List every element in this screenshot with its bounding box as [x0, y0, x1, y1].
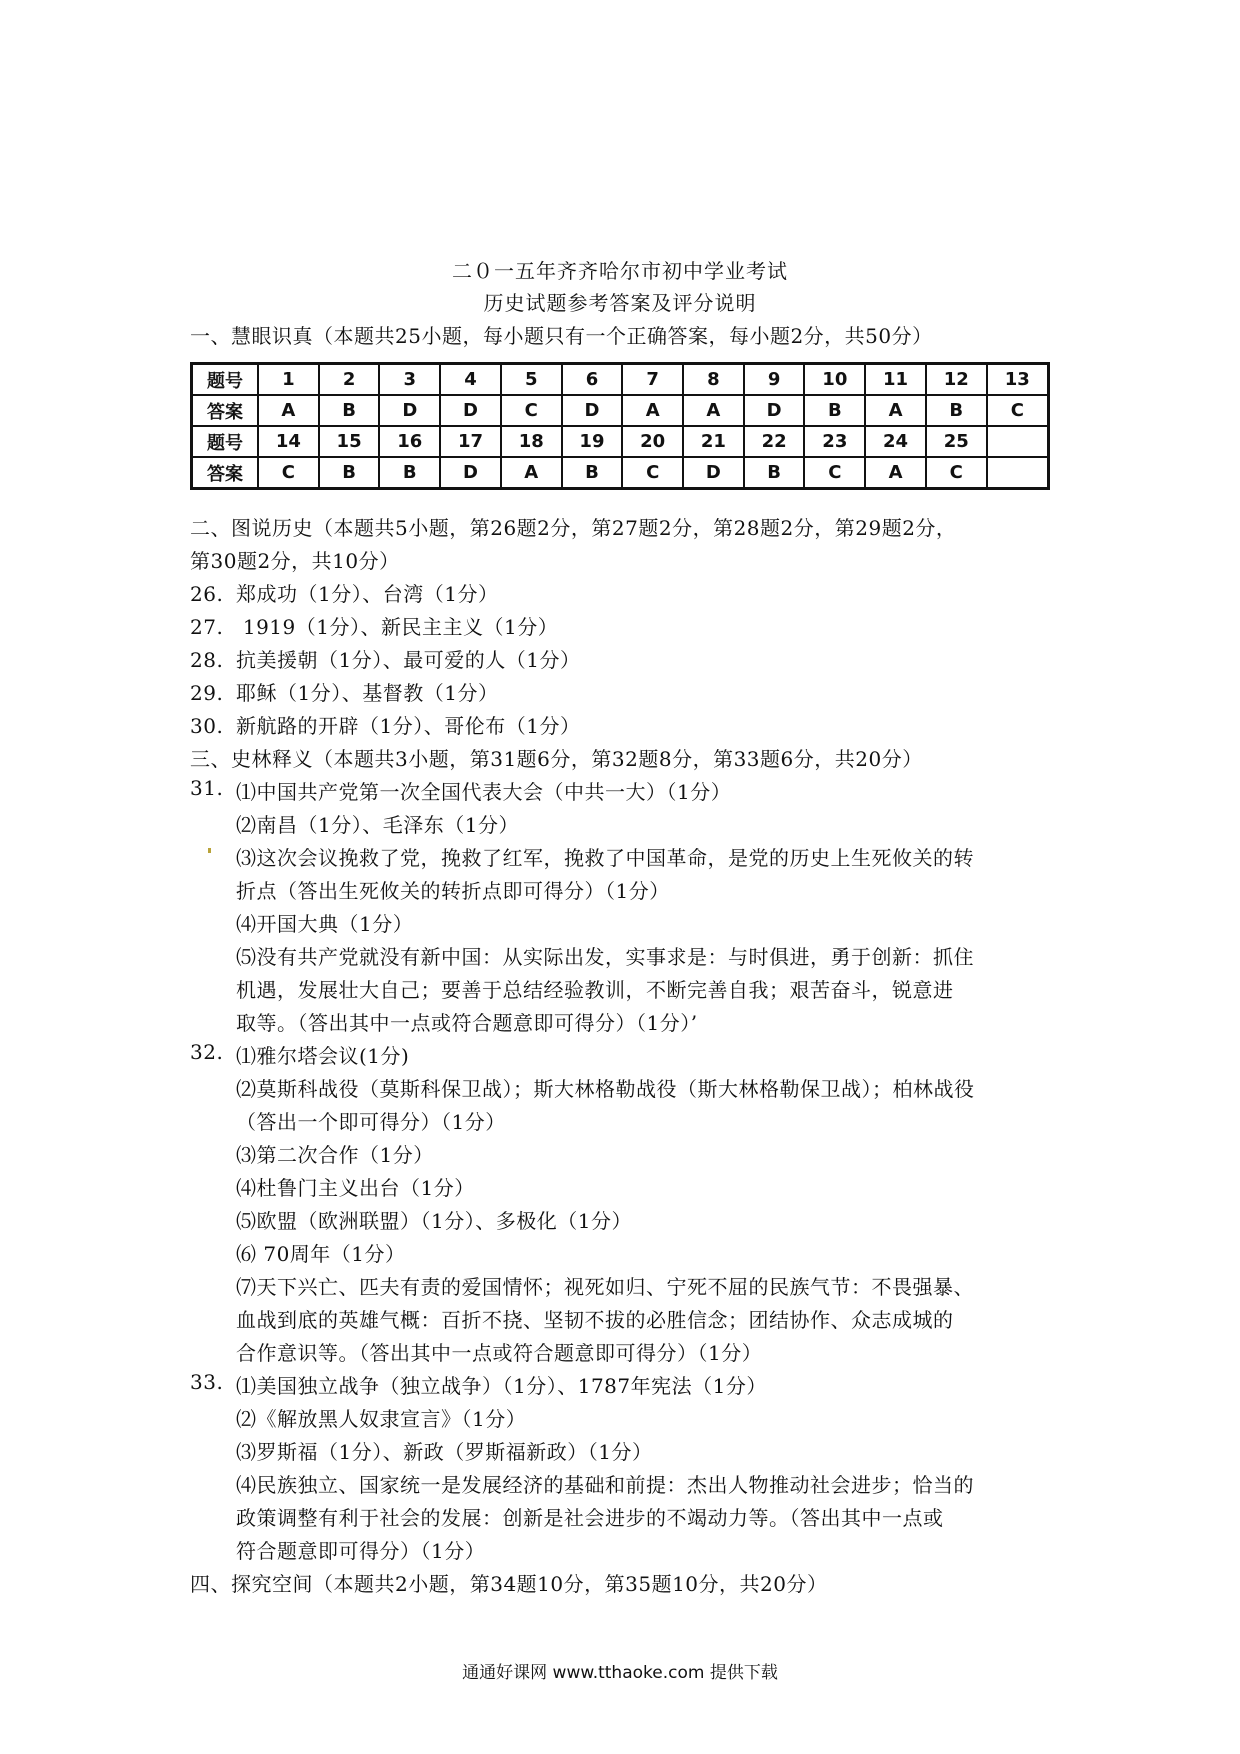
table-cell	[987, 426, 1049, 457]
table-cell: 25	[926, 426, 987, 457]
answer-line: ⑷民族独立、国家统一是发展经济的基础和前提：杰出人物推动社会进步；恰当的	[236, 1473, 974, 1497]
table-cell: 20	[622, 426, 683, 457]
table-cell: D	[562, 395, 623, 426]
table-cell: A	[865, 457, 926, 489]
answer-line: ⑺天下兴亡、匹夫有责的爱国情怀；视死如归、宁死不屈的民族气节：不畏强暴、	[236, 1275, 974, 1299]
answer-line: ⑴美国独立战争（独立战争）（1分）、1787年宪法（1分）	[236, 1374, 767, 1398]
table-cell: 19	[562, 426, 623, 457]
table-cell: 22	[744, 426, 805, 457]
answer-line: 机遇，发展壮大自己；要善于总结经验教训，不断完善自我；艰苦奋斗，锐意进	[236, 978, 954, 1002]
table-cell: A	[622, 395, 683, 426]
table-cell: 16	[379, 426, 440, 457]
table-cell: 15	[319, 426, 380, 457]
table-cell: 13	[987, 364, 1049, 396]
table-cell: 10	[804, 364, 865, 396]
footer-credit: 通通好课网 www.tthaoke.com 提供下载	[462, 1663, 778, 1683]
table-cell: C	[622, 457, 683, 489]
table-cell: B	[319, 395, 380, 426]
table-cell: 4	[440, 364, 501, 396]
answer-line: ⑵莫斯科战役（莫斯科保卫战）；斯大林格勒战役（斯大林格勒保卫战）；柏林战役	[236, 1077, 975, 1101]
answer-line: ⑸没有共产党就没有新中国：从实际出发，实事求是：与时俱进，勇于创新：抓住	[236, 945, 974, 969]
table-cell: B	[562, 457, 623, 489]
list-item: 29. 耶稣（1分）、基督教（1分）	[190, 681, 499, 705]
table-cell: A	[501, 457, 562, 489]
section1-heading: 一、慧眼识真（本题共25小题，每小题只有一个正确答案，每小题2分，共50分）	[190, 324, 933, 348]
table-cell: B	[319, 457, 380, 489]
table-cell: 11	[865, 364, 926, 396]
answer-line: 取等。（答出其中一点或符合题意即可得分）（1分）’	[236, 1011, 698, 1035]
row-label-answer: 答案	[192, 395, 259, 426]
table-cell: 14	[258, 426, 319, 457]
table-cell: 18	[501, 426, 562, 457]
table-cell: C	[501, 395, 562, 426]
table-cell: 12	[926, 364, 987, 396]
stray-mark	[208, 848, 211, 853]
answer-line: ⑵《解放黑人奴隶宣言》（1分）	[236, 1407, 527, 1431]
table-cell: 24	[865, 426, 926, 457]
table-cell	[987, 457, 1049, 489]
answer-line: 合作意识等。（答出其中一点或符合题意即可得分）（1分）	[236, 1341, 763, 1365]
answer-line: 折点（答出生死攸关的转折点即可得分）（1分）	[236, 879, 670, 903]
answer-line: （答出一个即可得分）（1分）	[236, 1110, 506, 1134]
list-item: 30. 新航路的开辟（1分）、哥伦布（1分）	[190, 714, 581, 738]
question-number: 32.	[190, 1040, 224, 1064]
answer-line: 符合题意即可得分）（1分）	[236, 1539, 486, 1563]
table-cell: C	[987, 395, 1049, 426]
answer-line: ⑴雅尔塔会议(1分)	[236, 1044, 410, 1068]
table-cell: C	[804, 457, 865, 489]
table-cell: D	[744, 395, 805, 426]
table-cell: B	[744, 457, 805, 489]
table-cell: B	[379, 457, 440, 489]
row-label-question: 题号	[192, 364, 259, 396]
table-row	[192, 457, 1049, 489]
table-cell: D	[440, 457, 501, 489]
section2-heading-cont: 第30题2分，共10分）	[190, 549, 400, 573]
table-cell: 7	[622, 364, 683, 396]
answer-line: 血战到底的英雄气概：百折不挠、坚韧不拔的必胜信念；团结协作、众志成城的	[236, 1308, 954, 1332]
question-number: 31.	[190, 776, 224, 800]
question-number: 33.	[190, 1370, 224, 1394]
table-cell: 5	[501, 364, 562, 396]
answer-line: ⑷开国大典（1分）	[236, 912, 414, 936]
table-cell: A	[258, 395, 319, 426]
list-item: 27. 1919（1分）、新民主主义（1分）	[190, 615, 559, 639]
table-cell: 6	[562, 364, 623, 396]
answer-line: ⑸欧盟（欧洲联盟）（1分）、多极化（1分）	[236, 1209, 632, 1233]
answer-line: ⑴中国共产党第一次全国代表大会（中共一大）（1分）	[236, 780, 732, 804]
table-cell: B	[804, 395, 865, 426]
table-cell: 21	[683, 426, 744, 457]
answer-line: ⑶罗斯福（1分）、新政（罗斯福新政）（1分）	[236, 1440, 653, 1464]
table-row	[192, 426, 1049, 457]
doc-subtitle: 历史试题参考答案及评分说明	[483, 291, 757, 315]
table-cell: B	[926, 395, 987, 426]
list-item: 28. 抗美援朝（1分）、最可爱的人（1分）	[190, 648, 581, 672]
answer-line: 政策调整有利于社会的发展：创新是社会进步的不竭动力等。（答出其中一点或	[236, 1506, 944, 1530]
table-cell: A	[865, 395, 926, 426]
section4-heading: 四、探究空间（本题共2小题，第34题10分，第35题10分，共20分）	[190, 1572, 828, 1596]
answer-line: ⑹ 70周年（1分）	[236, 1242, 406, 1266]
table-cell: 2	[319, 364, 380, 396]
section3-heading: 三、史林释义（本题共3小题，第31题6分，第32题8分，第33题6分，共20分）	[190, 747, 923, 771]
section2-heading: 二、图说历史（本题共5小题，第26题2分，第27题2分，第28题2分，第29题2分，	[190, 516, 957, 540]
answer-line: ⑶第二次合作（1分）	[236, 1143, 434, 1167]
table-cell: C	[258, 457, 319, 489]
table-cell: 1	[258, 364, 319, 396]
table-cell: A	[683, 395, 744, 426]
table-cell: 8	[683, 364, 744, 396]
answer-line: ⑵南昌（1分）、毛泽东（1分）	[236, 813, 519, 837]
table-cell: D	[683, 457, 744, 489]
table-row	[192, 364, 1049, 396]
table-cell: D	[440, 395, 501, 426]
table-cell: 9	[744, 364, 805, 396]
row-label-answer: 答案	[192, 457, 259, 489]
table-row	[192, 395, 1049, 426]
doc-title: 二０一五年齐齐哈尔市初中学业考试	[452, 259, 788, 283]
table-cell: 17	[440, 426, 501, 457]
list-item: 26. 郑成功（1分）、台湾（1分）	[190, 582, 499, 606]
table-cell: 23	[804, 426, 865, 457]
table-cell: 3	[379, 364, 440, 396]
answer-line: ⑷杜鲁门主义出台（1分）	[236, 1176, 475, 1200]
answer-table	[190, 362, 1050, 490]
table-cell: D	[379, 395, 440, 426]
answer-line: ⑶这次会议挽救了党，挽救了红军，挽救了中国革命，是党的历史上生死攸关的转	[236, 846, 974, 870]
row-label-question: 题号	[192, 426, 259, 457]
table-cell: C	[926, 457, 987, 489]
